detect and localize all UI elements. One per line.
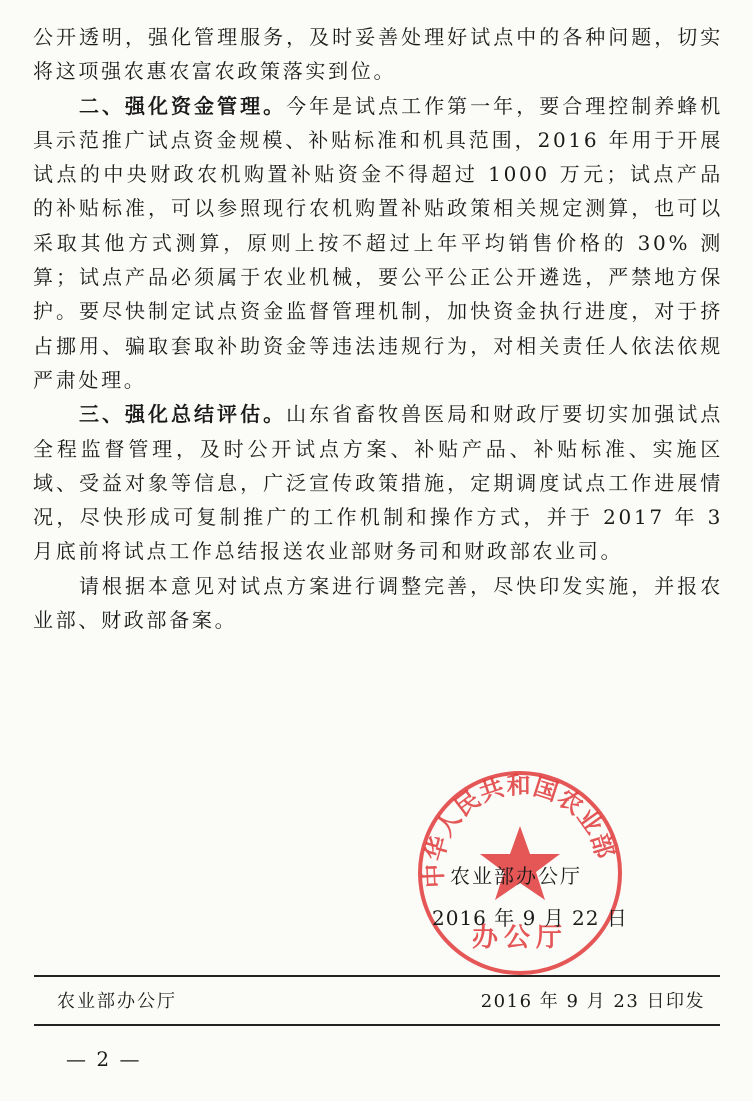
footer-issuer: 农业部办公厅 — [57, 991, 177, 1012]
signature-organization: 农业部办公厅 — [450, 864, 582, 888]
paragraph-4: 请根据本意见对试点方案进行调整完善，尽快印发实施，并报农业部、财政部备案。 — [33, 573, 723, 633]
footer-print-date: 2016 年 9 月 23 日印发 — [480, 991, 705, 1012]
svg-text:办公厅: 办公厅 — [471, 923, 569, 953]
footer-bottom-rule — [34, 1024, 720, 1026]
section-heading-funds: 二、强化资金管理。 — [79, 93, 287, 118]
paragraph-3: 三、强化总结评估。山东省畜牧兽医局和财政厅要切实加强试点全程监督管理，及时公开试点方案、补贴产品、补贴标准、实施区域、受益对象等信息，广泛宣传政策措施，定期调度试点工作进展情况，尽快形成可复制推广的工作机制和操作方式，并于 2017 年 3 月底前将试点工作总结报送农业部财务司和财政部农业司。 — [33, 402, 723, 564]
paragraph-1: 公开透明，强化管理服务，及时妥善处理好试点中的各种问题，切实将这项强农惠农富农政策落实到位。 — [33, 25, 723, 84]
section-heading-evaluation: 三、强化总结评估。 — [79, 402, 287, 427]
footer-top-rule — [34, 975, 720, 977]
svg-text:中华人民共和国农业部: 中华人民共和国农业部 — [418, 770, 621, 889]
signature-date: 2016 年 9 月 22 日 — [432, 906, 628, 930]
document-body — [33, 20, 723, 637]
page-number: — 2 — — [66, 1047, 142, 1071]
paragraph-2: 二、强化资金管理。今年是试点工作第一年，要合理控制养蜂机具示范推广试点资金规模、补贴标准和机具范围，2016 年用于开展试点的中央财政农机购置补贴资金不得超过 1000 万元；试点产品的补贴标准，可以参照现行农机购置补贴政策相关规定测算，也可以采取其他方式测算，原则上按不超过上年平均销售价格的 30% 测算；试点产品必须属于农业机械，要公平公正公开遴选，严禁地方保护。要尽快制定试点资金监督管理机制，加快资金执行进度，对于挤占挪用、骗取套取补助资金等违法违规行为，对相关责任人依法依规严肃处理。 — [33, 93, 723, 392]
